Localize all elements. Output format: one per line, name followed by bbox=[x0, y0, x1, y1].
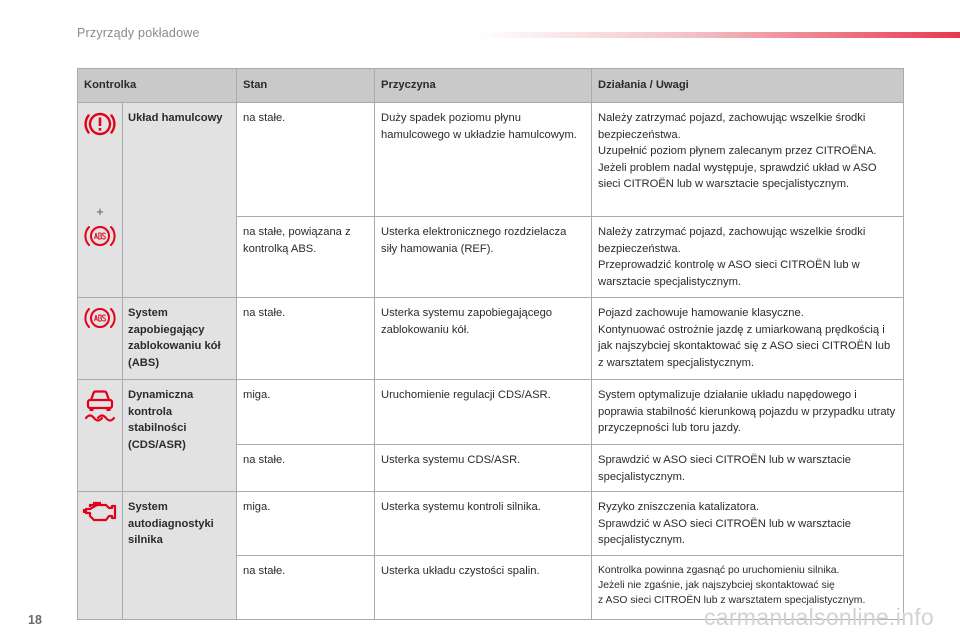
indicator-icon-cell bbox=[78, 103, 123, 298]
indicator-name: System zapobiegający zablokowaniu kół (ABS) bbox=[123, 298, 237, 380]
cause-cell: Usterka systemu zapobiegającego zablokowaniu kół. bbox=[375, 298, 592, 380]
state-cell: miga. bbox=[237, 380, 375, 445]
action-cell bbox=[592, 445, 904, 492]
action-line: System optymalizuje działanie układu napędowego i poprawia stabilność kierunkową pojazdu w przypadku utraty przyczepności lub toru jazdy. bbox=[598, 389, 896, 435]
plus-sign: + bbox=[96, 204, 104, 219]
action-line: Ryzyko zniszczenia katalizatora. bbox=[598, 501, 760, 514]
page-header: Przyrządy pokładowe bbox=[77, 26, 200, 40]
action-line: Sprawdzić w ASO sieci CITROËN lub w warsztacie specjalistycznym. bbox=[598, 454, 852, 483]
action-line: Kontynuować ostrożnie jazdę z umiarkowaną prędkością i jak najszybciej skontaktować się z ASO sieci CITROËN lub z warsztatem specjalistycznym. bbox=[598, 323, 891, 369]
col-header-dzialania: Działania / Uwagi bbox=[592, 69, 904, 103]
cause-cell: Usterka systemu CDS/ASR. bbox=[375, 445, 592, 492]
indicator-name: System autodiagnostyki silnika bbox=[123, 492, 237, 620]
cause-cell: Usterka układu czystości spalin. bbox=[375, 555, 592, 619]
cause-cell: Duży spadek poziomu płynu hamulcowego w układzie hamulcowym. bbox=[375, 103, 592, 217]
cause-cell: Usterka elektronicznego rozdzielacza siły hamowania (REF). bbox=[375, 217, 592, 298]
engine-check-icon bbox=[82, 498, 120, 526]
action-line: Jeżeli nie zgaśnie, jak najszybciej skontaktować się bbox=[598, 579, 835, 591]
state-cell: na stałe. bbox=[237, 298, 375, 380]
abs-icon bbox=[83, 304, 117, 332]
stability-control-icon bbox=[82, 386, 118, 424]
table-header-row bbox=[78, 69, 904, 103]
brake-warning-icon bbox=[83, 109, 117, 139]
action-line: Sprawdzić w ASO sieci CITROËN lub w warsztacie specjalistycznym. bbox=[598, 517, 852, 547]
action-cell bbox=[592, 380, 904, 445]
col-header-stan: Stan bbox=[237, 69, 375, 103]
action-line: z ASO sieci CITROËN lub z warsztatem specjalistycznym. bbox=[598, 595, 866, 607]
action-line: Kontrolka powinna zgasnąć po uruchomieniu silnika. bbox=[598, 564, 840, 576]
action-cell bbox=[592, 492, 904, 556]
action-cell bbox=[592, 103, 904, 217]
action-cell bbox=[592, 298, 904, 380]
table-row bbox=[78, 492, 904, 556]
cause-cell: Usterka systemu kontroli silnika. bbox=[375, 492, 592, 556]
state-cell: na stałe. bbox=[237, 103, 375, 217]
watermark: carmanualsonline.info bbox=[703, 604, 934, 630]
action-line: Pojazd zachowuje hamowanie klasyczne. bbox=[598, 307, 804, 319]
col-header-przyczyna: Przyczyna bbox=[375, 69, 592, 103]
action-cell bbox=[592, 217, 904, 298]
indicator-name: Układ hamulcowy bbox=[123, 103, 237, 298]
action-line: Uzupełnić poziom płynem zalecanym przez CITROËNA. bbox=[598, 145, 877, 158]
table-row bbox=[78, 103, 904, 217]
action-line: Jeżeli problem nadal występuje, sprawdzić układ w ASO sieci CITROËN lub w warsztacie specjalistycznym. bbox=[598, 161, 877, 191]
state-cell: na stałe. bbox=[237, 445, 375, 492]
action-line: Należy zatrzymać pojazd, zachowując wszelkie środki bezpieczeństwa. bbox=[598, 112, 866, 141]
col-header-kontrolka: Kontrolka bbox=[78, 69, 237, 103]
page-number: 18 bbox=[28, 613, 42, 627]
header-accent-bar bbox=[478, 32, 960, 38]
table-row bbox=[78, 298, 904, 380]
indicator-table bbox=[77, 68, 904, 620]
action-line: Należy zatrzymać pojazd, zachowując wszelkie środki bezpieczeństwa. bbox=[598, 226, 866, 255]
abs-icon bbox=[83, 222, 117, 250]
state-cell: miga. bbox=[237, 492, 375, 556]
cause-cell: Uruchomienie regulacji CDS/ASR. bbox=[375, 380, 592, 445]
state-cell: na stałe, powiązana z kontrolką ABS. bbox=[237, 217, 375, 298]
state-cell: na stałe. bbox=[237, 555, 375, 619]
indicator-icon-cell bbox=[78, 298, 123, 380]
indicator-icon-cell bbox=[78, 380, 123, 492]
indicator-name: Dynamiczna kontrola stabilności (CDS/ASR) bbox=[123, 380, 237, 492]
indicator-icon-cell bbox=[78, 492, 123, 620]
action-line: Przeprowadzić kontrolę w ASO sieci CITROËN lub w warsztacie specjalistycznym. bbox=[598, 259, 860, 288]
table-row bbox=[78, 380, 904, 445]
